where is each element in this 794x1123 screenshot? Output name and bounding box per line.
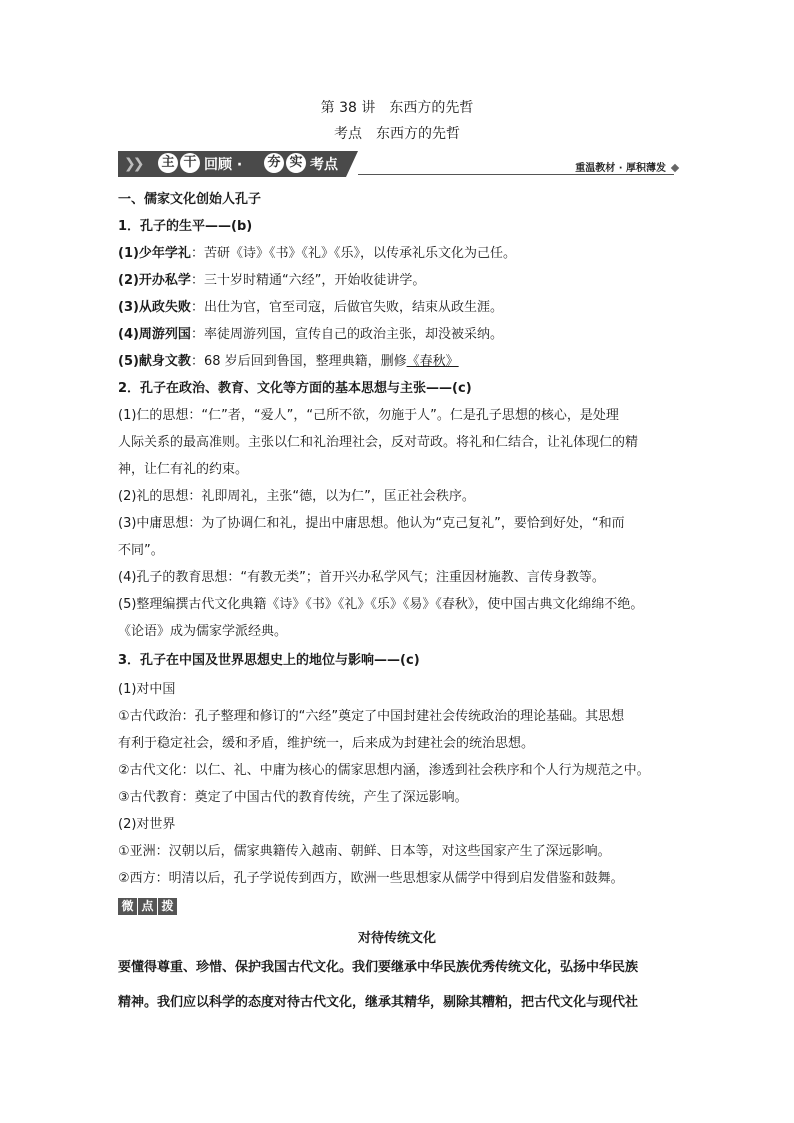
list-item: (3)从政失败：出仕为官，官至司寇，后做官失败，结束从政生涯。 (118, 300, 503, 315)
list-item: (1)少年学礼：苦研《诗》《书》《礼》《乐》，以传承礼乐文化为己任。 (118, 246, 516, 261)
topic-title: 考点 东西方的先哲 (334, 126, 460, 142)
tip-tag-char: 拨 (158, 898, 177, 915)
tip-text-line: 要懂得尊重、珍惜、保护我国古代文化。我们要继承中华民族优秀传统文化，弘扬中华民族 (118, 960, 639, 975)
banner-circle-char: 夯 (264, 153, 284, 173)
banner-circle-char: 干 (180, 153, 200, 173)
text-line: 有利于稳定社会，缓和矛盾，维护统一，后来成为封建社会的统治思想。 (118, 736, 535, 751)
banner-text: 考点 (310, 157, 338, 173)
part-heading: 2．孔子在政治、教育、文化等方面的基本思想与主张——(c) (118, 381, 472, 396)
tip-text-line: 精神。我们应以科学的态度对待古代文化，继承其精华，剔除其糟粕，把古代文化与现代社 (118, 995, 639, 1010)
lesson-title: 第 38 讲 东西方的先哲 (320, 100, 474, 116)
text-line: (2)对世界 (118, 817, 176, 832)
banner-right-label: 重温教材 · 厚积薄发 (575, 163, 666, 174)
tip-title: 对待传统文化 (357, 931, 436, 946)
text-line: ①古代政治：孔子整理和修订的“六经”奠定了中国封建社会传统政治的理论基础。其思想 (118, 709, 625, 724)
text-line: ①亚洲：汉朝以后，儒家典籍传入越南、朝鲜、日本等，对这些国家产生了深远影响。 (118, 844, 611, 859)
text-line: ②古代文化：以仁、礼、中庸为核心的儒家思想内涵，渗透到社会秩序和个人行为规范之中。 (118, 763, 650, 778)
text-line: (3)中庸思想：为了协调仁和礼，提出中庸思想。他认为“克己复礼”，要恰到好处，“和而 (118, 516, 625, 531)
tip-tag (118, 898, 177, 915)
text-line: (4)孔子的教育思想：“有教无类”；首开兴办私学风气；注重因材施教、言传身教等。 (118, 570, 605, 585)
section-banner (118, 151, 680, 177)
list-item: (5)献身文教：68 岁后回到鲁国，整理典籍，删修《春秋》 (118, 354, 459, 369)
banner-circle-char: 实 (286, 153, 306, 173)
text-line: (1)仁的思想：“仁”者，“爱人”，“己所不欲，勿施于人”。仁是孔子思想的核心，是处理 (118, 408, 619, 423)
section-heading: 一、儒家文化创始人孔子 (118, 192, 262, 207)
text-line: 神，让仁有礼的约束。 (118, 462, 249, 477)
list-item: (2)开办私学：三十岁时精通“六经”，开始收徒讲学。 (118, 273, 426, 288)
diamond-icon (671, 164, 679, 172)
list-item: (4)周游列国：率徒周游列国，宣传自己的政治主张，却没被采纳。 (118, 327, 503, 342)
banner-underline (358, 174, 674, 175)
text-line: 不同”。 (118, 543, 164, 558)
text-line: 《论语》成为儒家学派经典。 (118, 624, 288, 639)
chevron-right-icon: ❯❯ (124, 156, 142, 172)
tip-tag-char: 微 (118, 898, 137, 915)
text-line: (1)对中国 (118, 682, 176, 697)
text-line: ③古代教育：奠定了中国古代的教育传统，产生了深远影响。 (118, 790, 468, 805)
text-line: ②西方：明清以后，孔子学说传到西方，欧洲一些思想家从儒学中得到启发借鉴和鼓舞。 (118, 871, 624, 886)
banner-text: 回顾 · (204, 157, 243, 173)
text-line: (5)整理编撰古代文化典籍《诗》《书》《礼》《乐》《易》《春秋》，使中国古典文化绵绵不绝。 (118, 597, 644, 612)
part-heading: 3．孔子在中国及世界思想史上的地位与影响——(c) (118, 653, 420, 668)
text-line: 人际关系的最高准则。主张以仁和礼治理社会，反对苛政。将礼和仁结合，让礼体现仁的精 (118, 435, 639, 450)
part-heading: 1．孔子的生平——(b) (118, 219, 253, 234)
tip-tag-char: 点 (138, 898, 157, 915)
text-line: (2)礼的思想：礼即周礼，主张“德，以为仁”，匡正社会秩序。 (118, 489, 475, 504)
banner-circle-char: 主 (158, 153, 178, 173)
